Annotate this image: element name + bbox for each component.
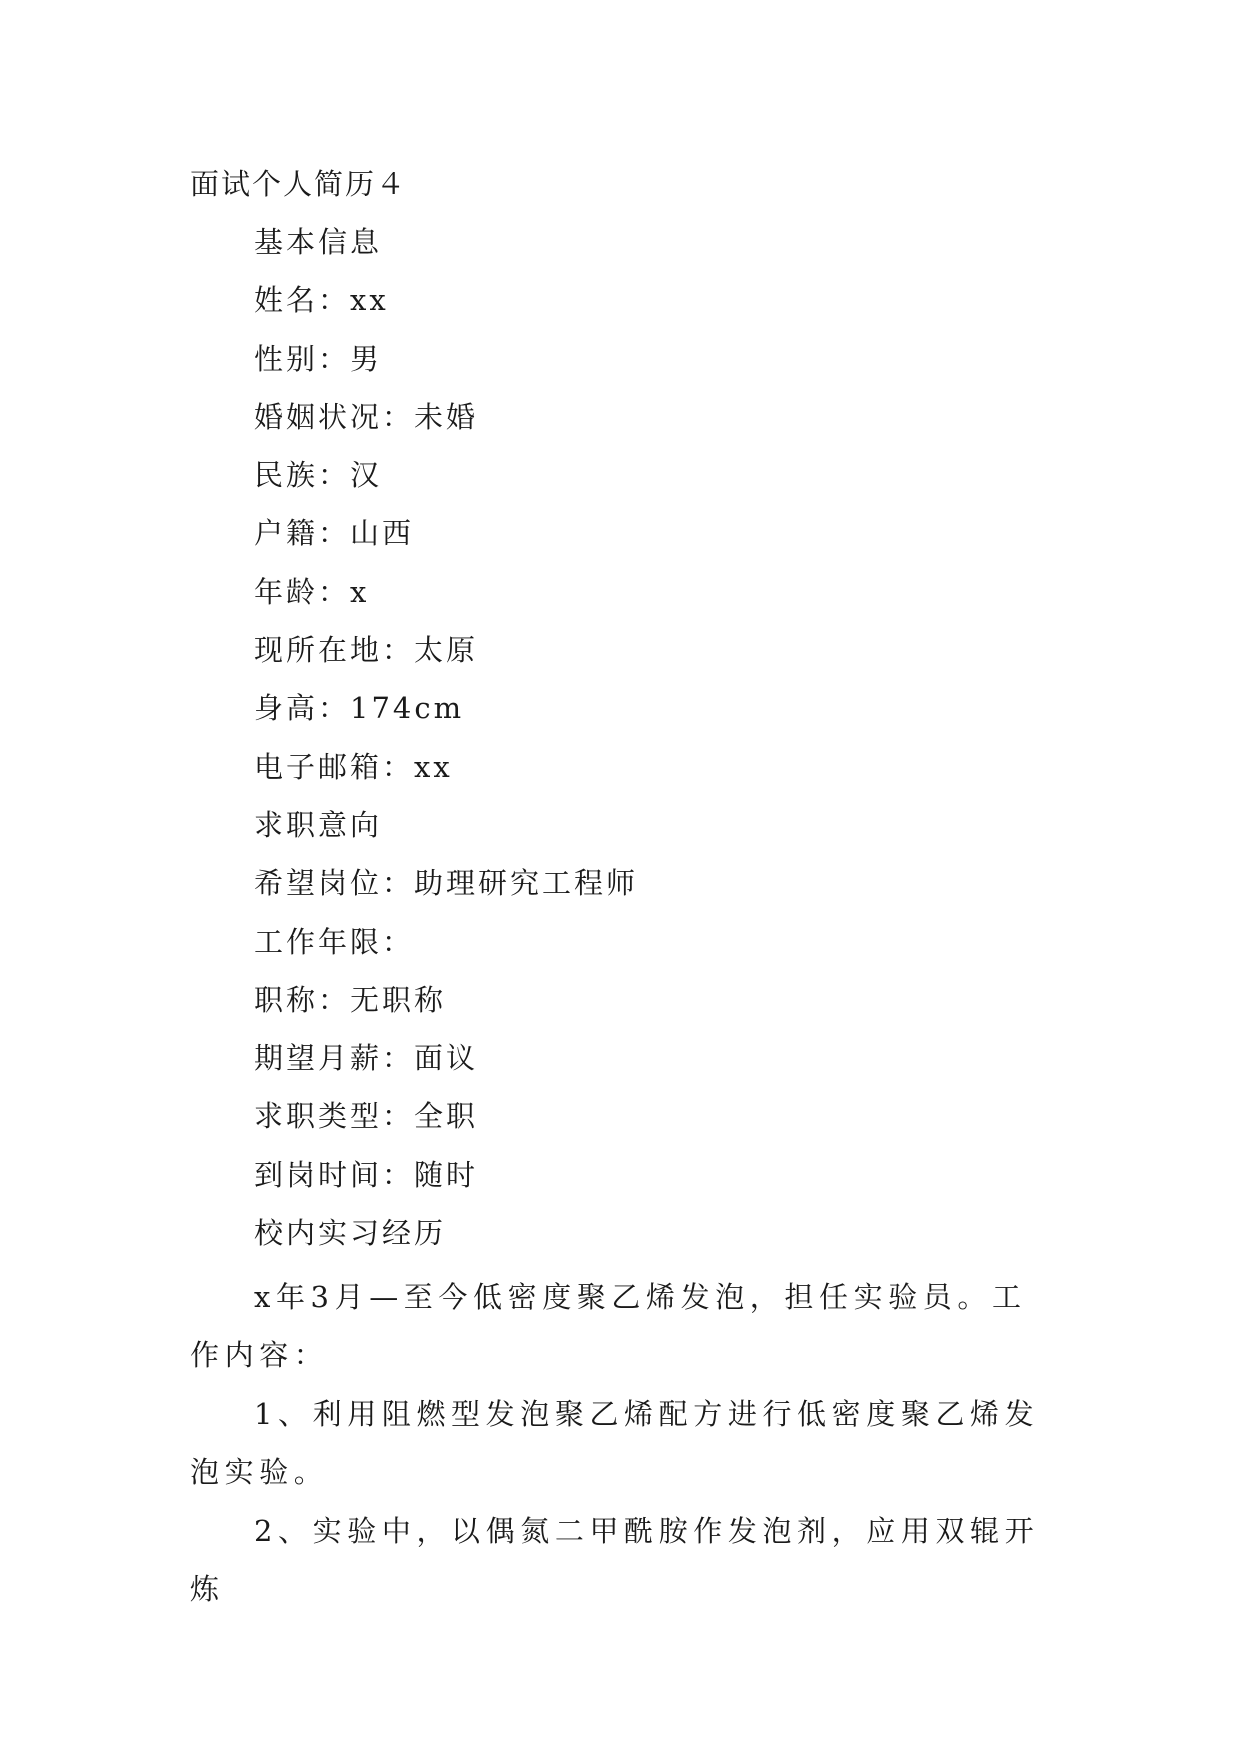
- field-expected-salary: 期望月薪：面议: [254, 1041, 479, 1076]
- internship-paragraph: x年3月—至今低密度聚乙烯发泡，担任实验员。工作内容：: [190, 1280, 1027, 1373]
- field-professional-title: 职称：无职称: [254, 982, 447, 1017]
- section-heading-internship: 校内实习经历: [254, 1216, 447, 1251]
- field-years-of-work: 工作年限：: [254, 924, 415, 959]
- field-availability: 到岗时间：随时: [254, 1157, 479, 1192]
- field-desired-position: 希望岗位：助理研究工程师: [254, 866, 639, 901]
- work-item-2: 2、实验中，以偶氮二甲酰胺作发泡剂，应用双辊开炼: [190, 1514, 1040, 1607]
- section-heading-job-intention: 求职意向: [254, 807, 383, 842]
- field-gender: 性别：男: [254, 341, 383, 376]
- field-marital-status: 婚姻状况：未婚: [254, 399, 479, 434]
- section-heading-basic-info: 基本信息: [254, 225, 383, 259]
- field-name: 姓名：xx: [254, 283, 389, 318]
- document-title: 面试个人简历４: [190, 167, 408, 201]
- field-household-registration: 户籍：山西: [254, 516, 415, 551]
- work-item-1: 1、利用阻燃型发泡聚乙烯配方进行低密度聚乙烯发泡实验。: [190, 1397, 1040, 1490]
- field-height: 身高：174cm: [254, 691, 465, 726]
- resume-lines: [190, 220, 1050, 1269]
- field-email: 电子邮箱：xx: [254, 749, 453, 784]
- field-ethnicity: 民族：汉: [254, 458, 383, 493]
- field-current-location: 现所在地：太原: [254, 633, 479, 668]
- field-job-type: 求职类型：全职: [254, 1099, 479, 1134]
- field-age: 年龄：x: [254, 574, 370, 609]
